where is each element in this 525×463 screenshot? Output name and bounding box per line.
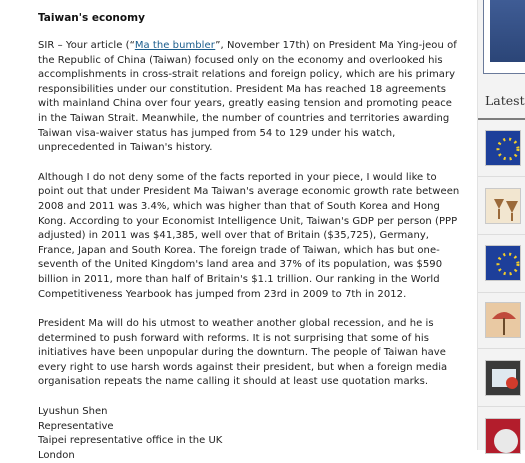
thumb-divider bbox=[478, 176, 525, 177]
pomegranate-icon bbox=[486, 419, 521, 454]
latest-thumb-6[interactable] bbox=[485, 418, 521, 454]
latest-thumb-2[interactable] bbox=[485, 188, 521, 224]
latest-thumb-5[interactable] bbox=[485, 360, 521, 396]
signature-city: London bbox=[38, 449, 75, 461]
paragraph-1-lead: SIR – Your article (“ bbox=[38, 40, 135, 51]
sidebar-heading: Latest bbox=[485, 93, 525, 108]
paragraph-1 bbox=[38, 39, 463, 156]
signature-block bbox=[38, 405, 463, 463]
banner-image bbox=[490, 0, 525, 62]
paragraph-1-body: ”, November 17th) on President Ma Ying-jeou of the Republic of China (Taiwan) focused only on the economy and overlooked his accomplishments in cross-strait relations and foreign policy, which are his primary responsibilities under our constitution. President Ma has reached 18 agreements with mainland China over four years, greatly easing tension and promoting peace in the Taiwan Strait. Meanwhile, the number of countries and territories awarding Taiwan visa-waiver status has jumped from 54 to 129 under his watch, unprecedented in Taiwan's history. bbox=[38, 40, 457, 154]
thumb-divider bbox=[478, 348, 525, 349]
latest-thumb-3[interactable] bbox=[485, 245, 521, 281]
signature-role: Representative bbox=[38, 420, 114, 432]
signature-office: Taipei representative office in the UK bbox=[38, 435, 223, 447]
letter-article bbox=[38, 12, 463, 463]
eu-stars-icon bbox=[486, 131, 521, 166]
latest-thumb-4[interactable] bbox=[485, 302, 521, 338]
sidebar-heading-rule bbox=[478, 118, 525, 120]
sidebar bbox=[477, 0, 525, 450]
article-link-ma-the-bumbler[interactable]: Ma the bumbler bbox=[134, 40, 216, 51]
thumb-divider bbox=[478, 234, 525, 235]
latest-thumb-1[interactable] bbox=[485, 130, 521, 166]
signature-name: Lyushun Shen bbox=[38, 406, 108, 418]
cocktail-glasses-icon bbox=[486, 189, 521, 224]
sidebar-banner[interactable] bbox=[483, 0, 525, 74]
thumb-divider bbox=[478, 406, 525, 407]
paragraph-2: Although I do not deny some of the facts reported in your piece, I would like to point out that under President Ma Taiwan's average economic growth rate between 2008 and 2011 was 3.4%, which was higher than that of South Korea and Hong Kong. According to your Economist Intelligence Unit, Taiwan's GDP per person (PPP adjusted) in 2011 was $41,385, well over that of Britain ($35,725), Germany, France, Japan and South Korea. The foreign trade of Taiwan, which has but one-seventh of the United Kingdom's land area and 37% of its population, was $590 billion in 2011, more than half of Britain's $1.1 trillion. Our ranking in the World Competitiveness Yearbook has jumped from 23rd in 2009 to 7th in 2012. bbox=[38, 171, 460, 300]
eu-stars-icon bbox=[486, 246, 521, 281]
beach-umbrella-icon bbox=[486, 303, 521, 338]
paragraph-3: President Ma will do his utmost to weather another global recession, and he is determined to push forward with reforms. It is not surprising that some of his initiatives have been unpopular during the downturn. The people of Taiwan have every right to use harsh words against their president, but when a foreign media organisation repeats the name calling it should at least use quotation marks. bbox=[38, 318, 448, 388]
tv-screen-icon bbox=[486, 361, 521, 396]
article-title: Taiwan's economy bbox=[38, 12, 145, 24]
thumb-divider bbox=[478, 292, 525, 293]
